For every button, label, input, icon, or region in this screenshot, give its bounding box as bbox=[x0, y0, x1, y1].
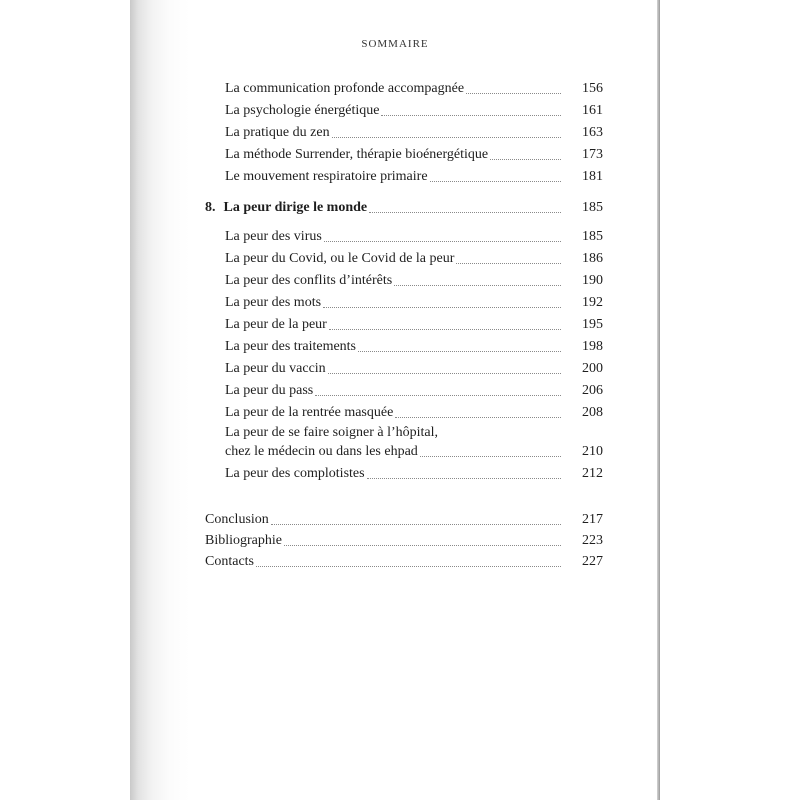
toc-entry bbox=[225, 124, 563, 142]
toc-entry bbox=[225, 443, 563, 461]
toc-entry-label: La peur des virus bbox=[225, 229, 322, 244]
toc-entry-label: La communication profonde accompagnée bbox=[225, 81, 465, 96]
toc-entry-label: Conclusion bbox=[205, 512, 269, 527]
toc-entry-page: 161 bbox=[582, 103, 603, 118]
toc-entry-label-line2: chez le médecin ou dans les ehpad bbox=[225, 444, 418, 459]
chapter-label: La peur dirige le monde bbox=[223, 200, 368, 215]
dot-leader bbox=[381, 115, 561, 116]
dot-leader bbox=[284, 545, 561, 546]
toc-entry-label: La peur du vaccin bbox=[225, 361, 326, 376]
dot-leader bbox=[271, 524, 561, 525]
dot-leader bbox=[256, 566, 561, 567]
toc-entry-label-line1: La peur de se faire soigner à l’hôpital, bbox=[225, 425, 439, 440]
dot-leader bbox=[369, 212, 561, 213]
toc-entry bbox=[225, 316, 563, 334]
toc-entry bbox=[225, 465, 563, 483]
toc-entry bbox=[225, 360, 563, 378]
toc-entry bbox=[225, 404, 563, 422]
toc-entry-label: Le mouvement respiratoire primaire bbox=[225, 169, 428, 184]
toc-entry-label: La méthode Surrender, thérapie bioénergétique bbox=[225, 147, 489, 162]
toc-entry-label: La pratique du zen bbox=[225, 125, 330, 140]
toc-entry-page: 223 bbox=[582, 533, 603, 548]
toc-entry-label: La peur du pass bbox=[225, 383, 314, 398]
toc-entry bbox=[225, 272, 563, 290]
toc-entry-label: La peur de la rentrée masquée bbox=[225, 405, 394, 420]
toc-entry-page: 185 bbox=[582, 229, 603, 244]
toc-entry-label: La peur des conflits d’intérêts bbox=[225, 273, 393, 288]
toc-entry-page: 200 bbox=[582, 361, 603, 376]
toc-entry-page: 212 bbox=[582, 466, 603, 481]
dot-leader bbox=[329, 329, 561, 330]
toc-entry bbox=[225, 250, 563, 268]
dot-leader bbox=[324, 241, 561, 242]
dot-leader bbox=[315, 395, 561, 396]
toc-entry bbox=[225, 168, 563, 186]
toc-entry bbox=[205, 553, 563, 571]
toc-entry-label: La psychologie énergétique bbox=[225, 103, 380, 118]
dot-leader bbox=[420, 456, 561, 457]
dot-leader bbox=[367, 478, 561, 479]
toc-entry-label: La peur du Covid, ou le Covid de la peur bbox=[225, 251, 455, 266]
toc-entry-page: 195 bbox=[582, 317, 603, 332]
chapter-page: 185 bbox=[582, 200, 603, 215]
dot-leader bbox=[323, 307, 561, 308]
toc-entry-label: La peur des complotistes bbox=[225, 466, 365, 481]
toc-entry-page: 210 bbox=[582, 444, 603, 459]
chapter-heading bbox=[205, 199, 563, 217]
toc-entry-page: 181 bbox=[582, 169, 603, 184]
toc-entry-page: 198 bbox=[582, 339, 603, 354]
toc-entry bbox=[225, 228, 563, 246]
toc-entry bbox=[225, 294, 563, 312]
toc-entry-page: 186 bbox=[582, 251, 603, 266]
toc-entry-page: 206 bbox=[582, 383, 603, 398]
dot-leader bbox=[358, 351, 561, 352]
toc-entry bbox=[225, 146, 563, 164]
dot-leader bbox=[490, 159, 561, 160]
toc-entry-page: 217 bbox=[582, 512, 603, 527]
toc-entry-page: 208 bbox=[582, 405, 603, 420]
dot-leader bbox=[430, 181, 561, 182]
toc-entry-page: 192 bbox=[582, 295, 603, 310]
toc-entry-label: Contacts bbox=[205, 554, 254, 569]
toc-entry-page: 190 bbox=[582, 273, 603, 288]
dot-leader bbox=[332, 137, 561, 138]
toc-entry-label: La peur de la peur bbox=[225, 317, 327, 332]
toc-entry bbox=[225, 382, 563, 400]
toc-entry-label: La peur des mots bbox=[225, 295, 322, 310]
toc-entry-label: La peur des traitements bbox=[225, 339, 357, 354]
toc-entry-page: 163 bbox=[582, 125, 603, 140]
toc-entry-page: 173 bbox=[582, 147, 603, 162]
dot-leader bbox=[328, 373, 561, 374]
dot-leader bbox=[395, 417, 561, 418]
toc-entry bbox=[205, 532, 563, 550]
toc-entry bbox=[205, 511, 563, 529]
toc-entry bbox=[225, 80, 563, 98]
toc-entry-page: 227 bbox=[582, 554, 603, 569]
toc-entry-label: Bibliographie bbox=[205, 533, 282, 548]
chapter-number: 8. bbox=[205, 200, 216, 215]
page-title: SOMMAIRE bbox=[361, 38, 429, 50]
toc-entry bbox=[225, 102, 563, 120]
toc-entry bbox=[225, 338, 563, 356]
dot-leader bbox=[394, 285, 561, 286]
dot-leader bbox=[466, 93, 561, 94]
page-edge bbox=[657, 0, 660, 800]
book-page bbox=[130, 0, 660, 800]
dot-leader bbox=[456, 263, 561, 264]
toc-entry-page: 156 bbox=[582, 81, 603, 96]
